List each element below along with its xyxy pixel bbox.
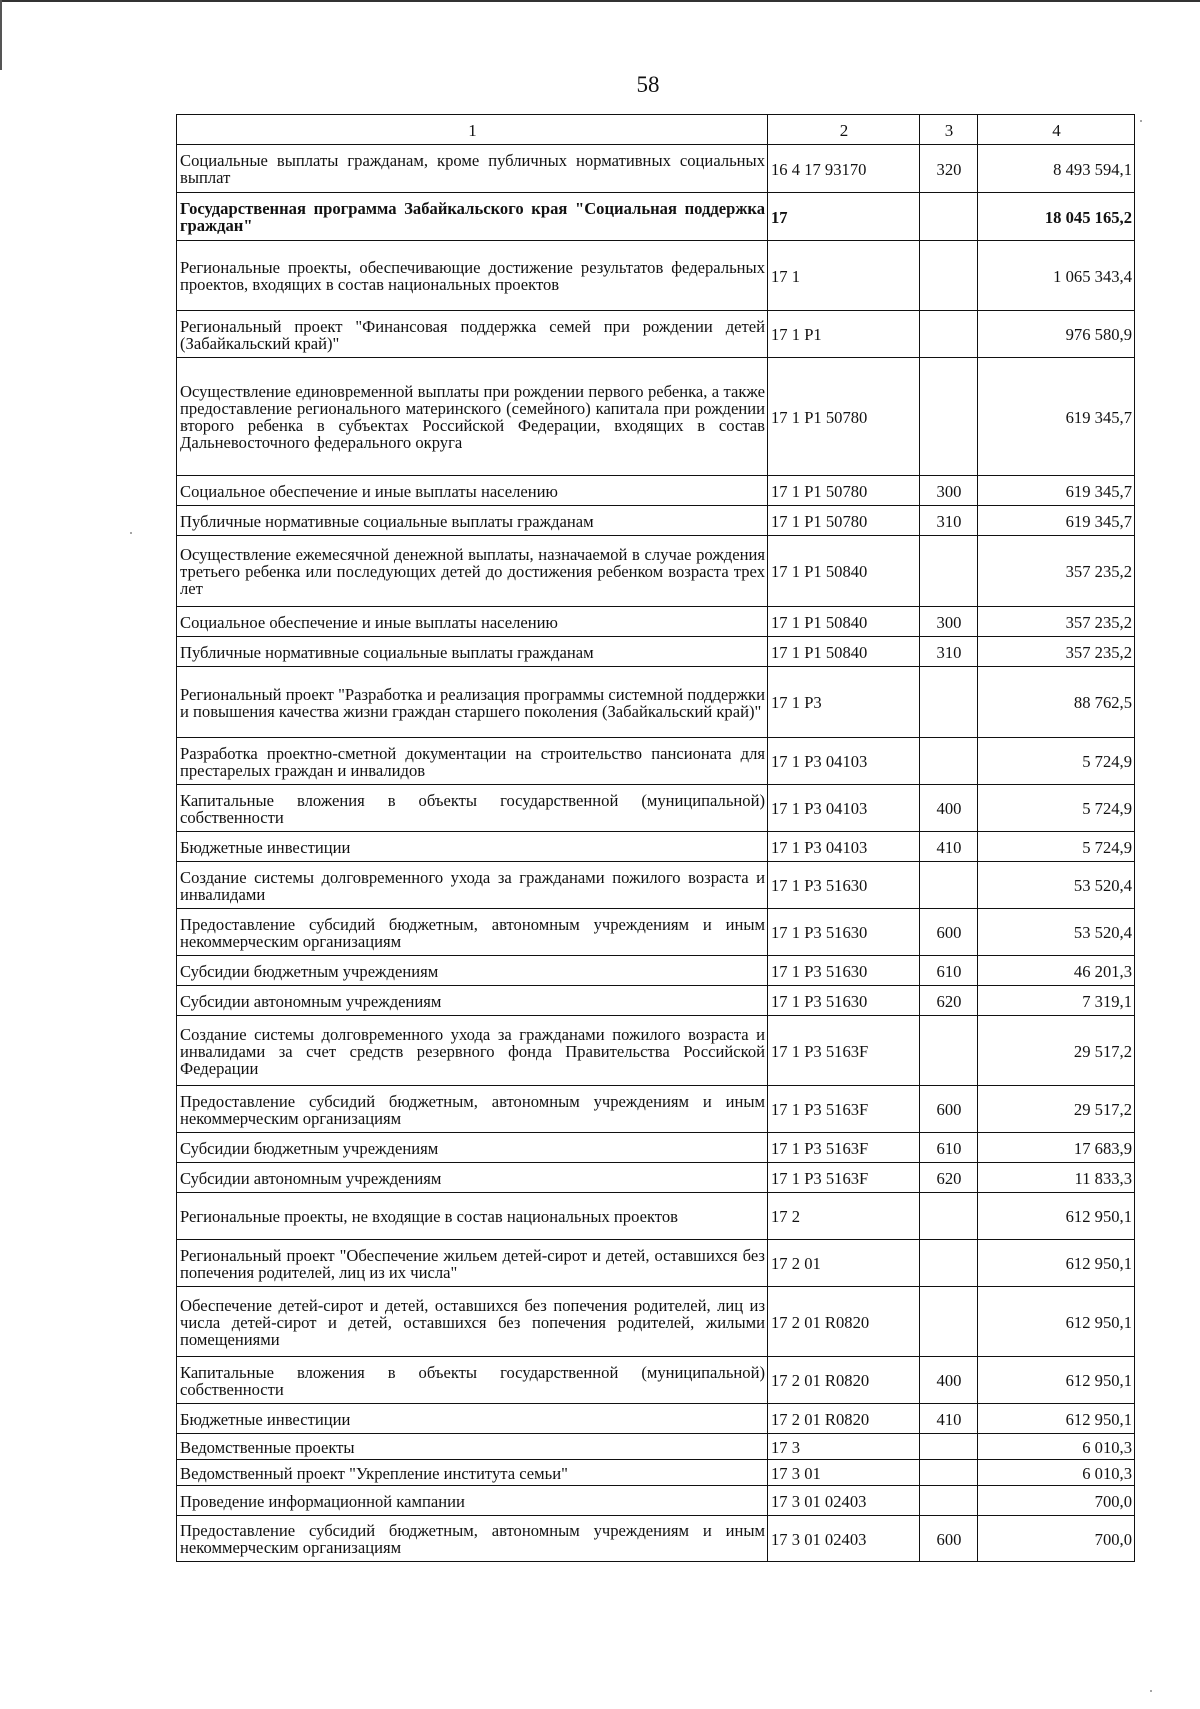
row-amount-cell: 53 520,4 — [978, 909, 1135, 956]
row-code-cell: 17 3 — [768, 1434, 920, 1460]
row-name-cell: Ведомственные проекты — [177, 1434, 768, 1460]
row-name-cell: Публичные нормативные социальные выплаты гражданам — [177, 637, 768, 667]
row-expense-type-cell: 410 — [920, 1404, 978, 1434]
row-amount-cell: 11 833,3 — [978, 1163, 1135, 1193]
table-row — [177, 785, 1135, 832]
row-amount-cell: 18 045 165,2 — [978, 193, 1135, 241]
row-name-cell: Предоставление субсидий бюджетным, автономным учреждениям и иным некоммерческим организациям — [177, 1086, 768, 1133]
row-amount-cell: 5 724,9 — [978, 832, 1135, 862]
row-expense-type-cell — [920, 738, 978, 785]
scan-speck — [130, 532, 132, 534]
table-row — [177, 358, 1135, 476]
row-amount-cell: 7 319,1 — [978, 986, 1135, 1016]
row-code-cell: 17 1 — [768, 241, 920, 311]
row-code-cell: 16 4 17 93170 — [768, 145, 920, 193]
row-amount-cell: 700,0 — [978, 1516, 1135, 1562]
row-amount-cell: 612 950,1 — [978, 1287, 1135, 1357]
row-expense-type-cell: 410 — [920, 832, 978, 862]
row-code-cell: 17 1 Р3 51630 — [768, 956, 920, 986]
row-expense-type-cell — [920, 536, 978, 607]
row-amount-cell: 8 493 594,1 — [978, 145, 1135, 193]
table-row — [177, 193, 1135, 241]
table-row — [177, 1193, 1135, 1240]
row-expense-type-cell — [920, 1460, 978, 1486]
row-expense-type-cell: 310 — [920, 637, 978, 667]
row-name-cell: Региональные проекты, обеспечивающие достижение результатов федеральных проектов, входящих в состав национальных проектов — [177, 241, 768, 311]
row-expense-type-cell: 300 — [920, 607, 978, 637]
table-row — [177, 1404, 1135, 1434]
row-code-cell: 17 2 — [768, 1193, 920, 1240]
row-amount-cell: 53 520,4 — [978, 862, 1135, 909]
row-expense-type-cell: 300 — [920, 476, 978, 506]
scan-edge-top — [0, 0, 1200, 5]
row-amount-cell: 5 724,9 — [978, 738, 1135, 785]
row-code-cell: 17 1 Р3 04103 — [768, 832, 920, 862]
header-row — [177, 115, 1135, 145]
scan-speck — [1150, 1690, 1152, 1692]
row-name-cell: Региональные проекты, не входящие в состав национальных проектов — [177, 1193, 768, 1240]
header-col-1: 1 — [177, 115, 768, 145]
row-expense-type-cell: 600 — [920, 909, 978, 956]
table-row — [177, 1357, 1135, 1404]
row-name-cell: Социальное обеспечение и иные выплаты населению — [177, 607, 768, 637]
budget-table — [176, 114, 1135, 1562]
row-name-cell: Разработка проектно-сметной документации на строительство пансионата для престарелых граждан и инвалидов — [177, 738, 768, 785]
row-expense-type-cell — [920, 193, 978, 241]
table-row — [177, 241, 1135, 311]
row-code-cell: 17 1 Р1 50780 — [768, 358, 920, 476]
row-code-cell: 17 1 Р3 51630 — [768, 909, 920, 956]
table-row — [177, 1163, 1135, 1193]
row-amount-cell: 619 345,7 — [978, 358, 1135, 476]
table-row — [177, 607, 1135, 637]
row-amount-cell: 29 517,2 — [978, 1016, 1135, 1086]
row-code-cell: 17 2 01 — [768, 1240, 920, 1287]
row-amount-cell: 612 950,1 — [978, 1357, 1135, 1404]
row-name-cell: Субсидии бюджетным учреждениям — [177, 956, 768, 986]
row-amount-cell: 6 010,3 — [978, 1460, 1135, 1486]
table-row — [177, 862, 1135, 909]
row-amount-cell: 619 345,7 — [978, 506, 1135, 536]
row-code-cell: 17 1 Р1 50780 — [768, 506, 920, 536]
row-amount-cell: 700,0 — [978, 1486, 1135, 1516]
row-code-cell: 17 1 Р1 50840 — [768, 536, 920, 607]
row-code-cell: 17 1 Р3 51630 — [768, 986, 920, 1016]
row-code-cell: 17 — [768, 193, 920, 241]
page-number: 58 — [636, 72, 660, 97]
row-expense-type-cell — [920, 311, 978, 358]
table-row — [177, 506, 1135, 536]
table-row — [177, 738, 1135, 785]
table-row — [177, 311, 1135, 358]
row-amount-cell: 976 580,9 — [978, 311, 1135, 358]
row-amount-cell: 357 235,2 — [978, 607, 1135, 637]
header-col-2: 2 — [768, 115, 920, 145]
table-row — [177, 1460, 1135, 1486]
row-name-cell: Проведение информационной кампании — [177, 1486, 768, 1516]
header-col-4: 4 — [978, 115, 1135, 145]
row-code-cell: 17 1 Р3 — [768, 667, 920, 738]
row-code-cell: 17 2 01 R0820 — [768, 1357, 920, 1404]
row-name-cell: Социальное обеспечение и иные выплаты населению — [177, 476, 768, 506]
table-row — [177, 637, 1135, 667]
row-name-cell: Предоставление субсидий бюджетным, автономным учреждениям и иным некоммерческим организациям — [177, 1516, 768, 1562]
row-amount-cell: 612 950,1 — [978, 1193, 1135, 1240]
table-row — [177, 1434, 1135, 1460]
row-expense-type-cell — [920, 1240, 978, 1287]
row-amount-cell: 17 683,9 — [978, 1133, 1135, 1163]
row-expense-type-cell: 610 — [920, 1133, 978, 1163]
row-amount-cell: 46 201,3 — [978, 956, 1135, 986]
row-name-cell: Региональный проект "Разработка и реализация программы системной поддержки и повышения качества жизни граждан старшего поколения (Забайкальский край)" — [177, 667, 768, 738]
row-expense-type-cell — [920, 1434, 978, 1460]
row-name-cell: Создание системы долговременного ухода за гражданами пожилого возраста и инвалидами — [177, 862, 768, 909]
row-name-cell: Обеспечение детей-сирот и детей, оставшихся без попечения родителей, лиц из числа детей-сирот и детей, оставшихся без попечения родителей, жилыми помещениями — [177, 1287, 768, 1357]
row-code-cell: 17 1 Р3 51630 — [768, 862, 920, 909]
row-expense-type-cell: 600 — [920, 1086, 978, 1133]
row-code-cell: 17 3 01 — [768, 1460, 920, 1486]
row-expense-type-cell — [920, 241, 978, 311]
row-name-cell: Осуществление единовременной выплаты при рождении первого ребенка, а также предоставление регионального материнского (семейного) капитала при рождении второго ребенка в субъектах Российской Федерации, входящих в состав Дальневосточного федерального округа — [177, 358, 768, 476]
row-name-cell: Капитальные вложения в объекты государственной (муниципальной) собственности — [177, 1357, 768, 1404]
row-code-cell: 17 1 Р3 5163F — [768, 1133, 920, 1163]
table-row — [177, 476, 1135, 506]
table-row — [177, 1086, 1135, 1133]
table-row — [177, 956, 1135, 986]
table-row — [177, 986, 1135, 1016]
row-code-cell: 17 1 Р3 04103 — [768, 785, 920, 832]
row-amount-cell: 88 762,5 — [978, 667, 1135, 738]
row-expense-type-cell — [920, 1193, 978, 1240]
row-amount-cell: 5 724,9 — [978, 785, 1135, 832]
row-name-cell: Субсидии бюджетным учреждениям — [177, 1133, 768, 1163]
row-expense-type-cell: 400 — [920, 1357, 978, 1404]
table-row — [177, 1016, 1135, 1086]
row-expense-type-cell — [920, 862, 978, 909]
table-row — [177, 1133, 1135, 1163]
row-expense-type-cell: 320 — [920, 145, 978, 193]
header-col-3: 3 — [920, 115, 978, 145]
row-expense-type-cell: 400 — [920, 785, 978, 832]
row-expense-type-cell: 600 — [920, 1516, 978, 1562]
row-amount-cell: 619 345,7 — [978, 476, 1135, 506]
row-code-cell: 17 2 01 R0820 — [768, 1287, 920, 1357]
row-amount-cell: 1 065 343,4 — [978, 241, 1135, 311]
row-code-cell: 17 1 Р3 04103 — [768, 738, 920, 785]
row-expense-type-cell — [920, 358, 978, 476]
table-row — [177, 1240, 1135, 1287]
row-name-cell: Субсидии автономным учреждениям — [177, 986, 768, 1016]
row-code-cell: 17 1 Р1 50840 — [768, 607, 920, 637]
row-name-cell: Ведомственный проект "Укрепление института семьи" — [177, 1460, 768, 1486]
row-expense-type-cell — [920, 667, 978, 738]
row-expense-type-cell — [920, 1287, 978, 1357]
row-code-cell: 17 3 01 02403 — [768, 1516, 920, 1562]
row-name-cell: Региональный проект "Финансовая поддержка семей при рождении детей (Забайкальский край)" — [177, 311, 768, 358]
row-expense-type-cell — [920, 1486, 978, 1516]
row-code-cell: 17 1 Р3 5163F — [768, 1016, 920, 1086]
row-name-cell: Государственная программа Забайкальского края "Социальная поддержка граждан" — [177, 193, 768, 241]
scan-speck — [1140, 120, 1142, 122]
row-code-cell: 17 2 01 R0820 — [768, 1404, 920, 1434]
row-amount-cell: 612 950,1 — [978, 1240, 1135, 1287]
table-row — [177, 667, 1135, 738]
row-amount-cell: 357 235,2 — [978, 637, 1135, 667]
table-row — [177, 145, 1135, 193]
scan-edge-left — [0, 0, 2, 70]
row-amount-cell: 6 010,3 — [978, 1434, 1135, 1460]
row-name-cell: Публичные нормативные социальные выплаты гражданам — [177, 506, 768, 536]
row-code-cell: 17 1 Р1 50780 — [768, 476, 920, 506]
row-amount-cell: 612 950,1 — [978, 1404, 1135, 1434]
row-name-cell: Субсидии автономным учреждениям — [177, 1163, 768, 1193]
table-row — [177, 536, 1135, 607]
row-expense-type-cell: 610 — [920, 956, 978, 986]
row-code-cell: 17 1 Р1 — [768, 311, 920, 358]
row-name-cell: Социальные выплаты гражданам, кроме публичных нормативных социальных выплат — [177, 145, 768, 193]
row-amount-cell: 357 235,2 — [978, 536, 1135, 607]
row-code-cell: 17 3 01 02403 — [768, 1486, 920, 1516]
table-row — [177, 832, 1135, 862]
row-code-cell: 17 1 Р1 50840 — [768, 637, 920, 667]
row-name-cell: Создание системы долговременного ухода за гражданами пожилого возраста и инвалидами за счет средств резервного фонда Правительства Российской Федерации — [177, 1016, 768, 1086]
table-row — [177, 1516, 1135, 1562]
row-name-cell: Региональный проект "Обеспечение жильем детей-сирот и детей, оставшихся без попечения родителей, лиц из их числа" — [177, 1240, 768, 1287]
row-name-cell: Бюджетные инвестиции — [177, 1404, 768, 1434]
row-expense-type-cell — [920, 1016, 978, 1086]
row-amount-cell: 29 517,2 — [978, 1086, 1135, 1133]
row-name-cell: Осуществление ежемесячной денежной выплаты, назначаемой в случае рождения третьего ребенка или последующих детей до достижения ребенком возраста трех лет — [177, 536, 768, 607]
row-name-cell: Бюджетные инвестиции — [177, 832, 768, 862]
table-row — [177, 1287, 1135, 1357]
row-name-cell: Капитальные вложения в объекты государственной (муниципальной) собственности — [177, 785, 768, 832]
row-expense-type-cell: 620 — [920, 986, 978, 1016]
row-expense-type-cell: 620 — [920, 1163, 978, 1193]
table-row — [177, 909, 1135, 956]
row-expense-type-cell: 310 — [920, 506, 978, 536]
row-name-cell: Предоставление субсидий бюджетным, автономным учреждениям и иным некоммерческим организациям — [177, 909, 768, 956]
table-row — [177, 1486, 1135, 1516]
row-code-cell: 17 1 Р3 5163F — [768, 1163, 920, 1193]
row-code-cell: 17 1 Р3 5163F — [768, 1086, 920, 1133]
